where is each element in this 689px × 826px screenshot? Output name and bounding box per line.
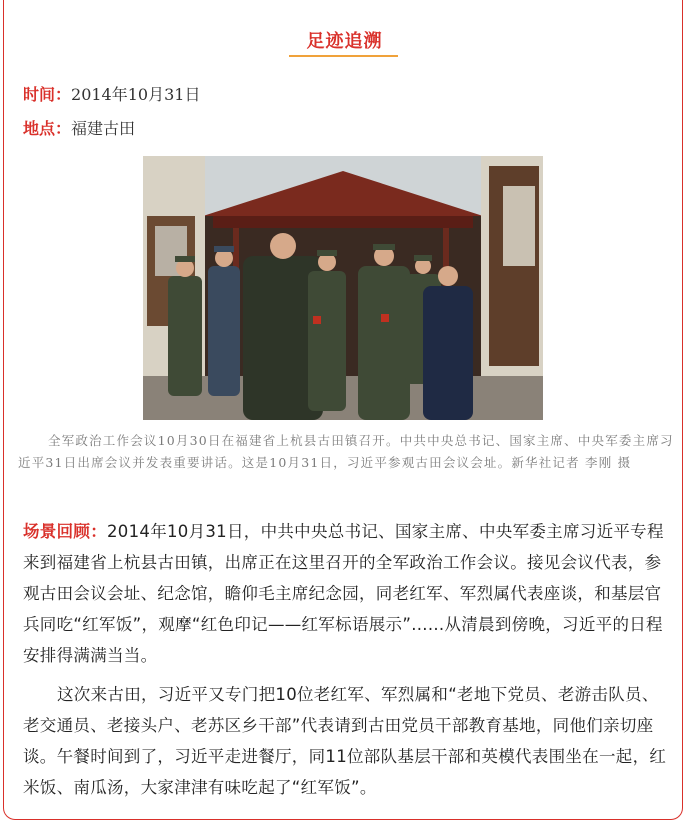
place-row: [23, 118, 135, 140]
photo-caption-text: 全军政治工作会议10月30日在福建省上杭县古田镇召开。中共中央总书记、国家主席、中央军委主席习近平31日出席会议并发表重要讲话。这是10月31日，习近平参观古田会议会址。新华社记者 李刚 摄: [18, 433, 674, 470]
news-photo: [143, 156, 543, 420]
place-label: 地点：: [23, 119, 72, 138]
place-value: 福建古田: [71, 119, 136, 138]
scene-review-paragraph: [23, 516, 675, 671]
scene-review-text: 2014年10月31日，中共中央总书记、国家主席、中央军委主席习近平专程来到福建省上杭县古田镇，出席正在这里召开的全军政治工作会议。接见会议代表，参观古田会议会址、纪念馆，瞻仰毛主席纪念园，同老红军、军烈属代表座谈，和基层官兵同吃“红军饭”，观摩“红色印记——红军标语展示”......从清晨到傍晚，习近平的日程安排得满满当当。: [23, 522, 664, 665]
time-label: 时间：: [23, 85, 72, 104]
photo-illustration: [143, 156, 543, 420]
time-value: 2014年10月31日: [71, 85, 201, 104]
section-title: 足迹追溯: [306, 31, 383, 52]
scene-review-label: 场景回顾：: [23, 522, 107, 541]
body-paragraph: 这次来古田，习近平又专门把10位老红军、军烈属和“老地下党员、老游击队员、老交通员、老接头户、老苏区乡干部”代表请到古田党员干部教育基地，同他们亲切座谈。午餐时间到了，习近平走进餐厅，同11位部队基层干部和英模代表围坐在一起，红米饭、南瓜汤，大家津津有味吃起了“红军饭”。: [23, 685, 667, 797]
time-row: [23, 84, 200, 106]
title-underline: [289, 55, 398, 57]
photo-caption: [18, 430, 678, 474]
